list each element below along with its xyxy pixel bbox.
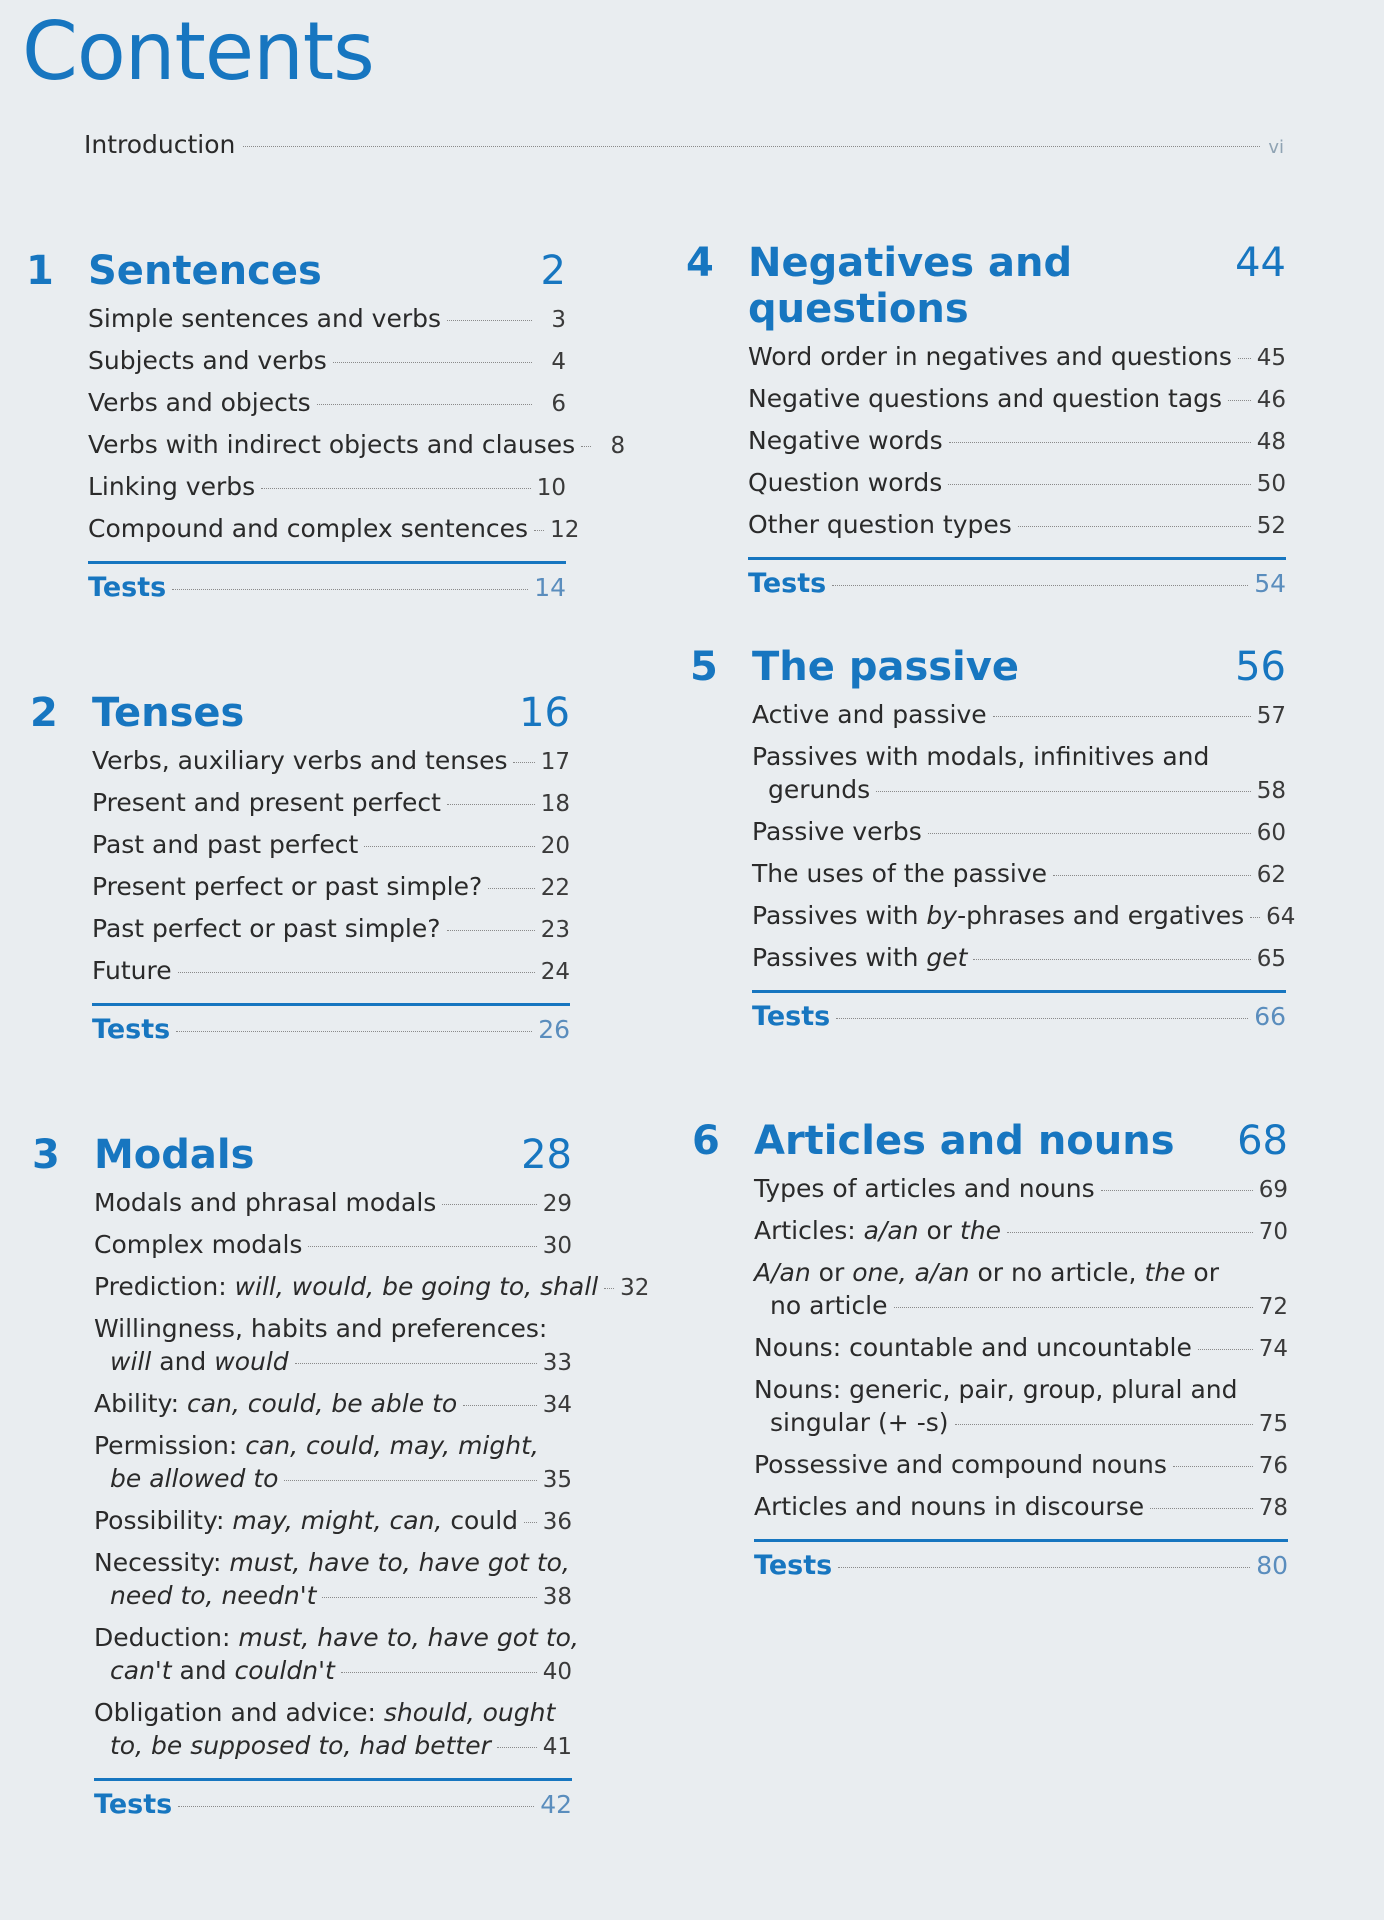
dot-leader	[284, 1480, 536, 1481]
entry-text: Subjects and verbs	[88, 346, 327, 375]
entry-page: 50	[1256, 471, 1286, 497]
tests-page: 26	[538, 1015, 570, 1044]
entry-page: 38	[542, 1584, 572, 1610]
entry-page: 20	[540, 833, 570, 859]
entry-page: 64	[1266, 904, 1296, 930]
entry-line	[92, 954, 570, 989]
tests-label: Tests	[92, 1014, 171, 1045]
section-title: Tenses	[92, 690, 245, 736]
entry-text: Verbs, auxiliary verbs and tenses	[92, 746, 508, 775]
intro-page: vi	[1268, 137, 1284, 158]
section-tenses	[30, 690, 570, 1045]
toc-entry[interactable]	[92, 954, 570, 989]
dot-leader	[1238, 358, 1251, 359]
entry-text: Passives with modals, infinitives and	[752, 742, 1210, 771]
entry-line	[754, 1448, 1288, 1483]
entry-text: Passives with get	[752, 943, 968, 972]
entry-page: 23	[540, 917, 570, 943]
section-number: 2	[30, 690, 58, 736]
dot-leader	[973, 959, 1250, 960]
entry-page: 34	[542, 1392, 572, 1418]
dot-leader	[1053, 875, 1251, 876]
section-modals	[32, 1132, 650, 1820]
entry-line	[754, 1172, 1288, 1207]
entry-text: Verbs with indirect objects and clauses	[88, 430, 576, 459]
entry-page: 78	[1258, 1495, 1288, 1521]
entry-page: 36	[542, 1509, 572, 1535]
entry-line	[754, 1406, 1288, 1441]
page-title: Contents	[22, 5, 374, 98]
section-heading[interactable]	[686, 240, 1286, 332]
entry-text: Past and past perfect	[92, 830, 359, 859]
tests-label: Tests	[754, 1550, 833, 1581]
entry-line	[88, 302, 566, 337]
entry-page: 4	[551, 349, 566, 375]
entry-line	[754, 1289, 1288, 1324]
entry-text: no article	[770, 1291, 888, 1320]
entry-text: Passive verbs	[752, 817, 922, 846]
tests-label: Tests	[752, 1001, 831, 1032]
section-heading[interactable]	[690, 644, 1286, 690]
tests-entry[interactable]	[94, 1778, 572, 1820]
intro-label: Introduction	[84, 130, 236, 159]
entry-page: 32	[620, 1275, 650, 1301]
section-articles-and-nouns	[692, 1118, 1288, 1581]
dot-leader	[333, 362, 532, 363]
toc-entry[interactable]	[748, 508, 1286, 543]
entry-line	[94, 1696, 572, 1729]
section-number: 5	[690, 644, 718, 690]
entry-page: 33	[542, 1350, 572, 1376]
toc-entry[interactable]	[754, 1373, 1288, 1441]
tests-page: 14	[534, 573, 566, 602]
dot-leader	[447, 930, 535, 931]
dot-leader	[993, 716, 1251, 717]
toc-entry[interactable]	[752, 899, 1296, 934]
entry-line	[752, 941, 1286, 976]
entry-page: 24	[540, 959, 570, 985]
entry-text: Present and present perfect	[92, 788, 441, 817]
entry-line	[94, 1504, 572, 1539]
entry-text: Necessity: must, have to, have got to,	[94, 1548, 570, 1577]
entry-text: A/an or one, a/an or no article, the or	[754, 1258, 1219, 1287]
tests-page: 66	[1254, 1002, 1286, 1031]
section-title: Articles and nouns	[754, 1118, 1175, 1164]
toc-entry[interactable]	[752, 740, 1286, 808]
toc-entry[interactable]	[94, 1387, 572, 1422]
entry-line	[94, 1462, 572, 1497]
dot-leader	[1101, 1190, 1253, 1191]
dot-leader	[178, 972, 535, 973]
dot-leader	[1018, 526, 1251, 527]
entry-page: 45	[1256, 345, 1286, 371]
toc-entry[interactable]	[92, 828, 570, 863]
toc-entry[interactable]	[88, 386, 566, 421]
dot-leader	[604, 1288, 614, 1289]
tests-page: 42	[540, 1790, 572, 1819]
toc-entry[interactable]	[754, 1490, 1288, 1525]
dot-leader	[836, 1018, 1248, 1019]
entry-text: Passives with by-phrases and ergatives	[752, 901, 1245, 930]
toc-entry[interactable]	[88, 512, 580, 547]
entry-text: Articles and nouns in discourse	[754, 1492, 1145, 1521]
section-the-passive	[690, 644, 1296, 1032]
entry-page: 12	[550, 517, 580, 543]
entry-line	[92, 786, 570, 821]
entry-line	[754, 1214, 1288, 1249]
dot-leader	[534, 530, 544, 531]
entry-text: singular (+ -s)	[770, 1408, 949, 1437]
entry-page: 48	[1256, 429, 1286, 455]
entry-text: Obligation and advice: should, ought	[94, 1698, 556, 1727]
entry-text: can't and couldn't	[110, 1656, 335, 1685]
section-page: 44	[1235, 240, 1286, 286]
entry-text: Types of articles and nouns	[754, 1174, 1095, 1203]
entry-line	[94, 1270, 650, 1305]
dot-leader	[463, 1405, 537, 1406]
entry-line	[94, 1546, 572, 1579]
entry-text: Possibility: may, might, can, could	[94, 1506, 519, 1535]
section-title: Modals	[94, 1132, 255, 1178]
tests-label: Tests	[94, 1789, 173, 1820]
section-negatives-and-questions	[686, 240, 1286, 599]
entry-page: 62	[1256, 862, 1286, 888]
entry-text: Articles: a/an or the	[754, 1216, 1002, 1245]
section-title: Sentences	[88, 248, 322, 294]
section-page: 2	[540, 248, 566, 294]
entry-line	[748, 424, 1286, 459]
entry-line	[754, 1256, 1288, 1289]
toc-entry[interactable]	[752, 815, 1286, 850]
toc-entry[interactable]	[748, 424, 1286, 459]
entry-text: Ability: can, could, be able to	[94, 1389, 458, 1418]
dot-leader	[1150, 1508, 1253, 1509]
entry-line	[94, 1621, 579, 1654]
dot-leader	[176, 1031, 532, 1032]
entry-text: will and would	[110, 1347, 289, 1376]
section-title: Negatives and questions	[748, 240, 1073, 332]
entry-line	[752, 815, 1286, 850]
toc-entry[interactable]	[94, 1546, 572, 1614]
entry-text: The uses of the passive	[752, 859, 1048, 888]
entry-line	[88, 386, 566, 421]
entry-line	[754, 1331, 1288, 1366]
entry-line	[754, 1490, 1288, 1525]
section-number: 4	[686, 240, 714, 286]
dot-leader	[1173, 1466, 1253, 1467]
entry-line	[94, 1387, 572, 1422]
section-heading[interactable]	[26, 248, 566, 294]
dot-leader	[317, 404, 532, 405]
entry-page: 10	[536, 475, 566, 501]
entry-text: Possessive and compound nouns	[754, 1450, 1167, 1479]
toc-entry[interactable]	[94, 1696, 572, 1764]
dot-leader	[524, 1522, 537, 1523]
entry-text: Future	[92, 956, 172, 985]
toc-entry[interactable]	[94, 1186, 572, 1221]
tests-entry[interactable]	[88, 561, 566, 603]
entry-page: 6	[551, 391, 566, 417]
entry-page: 30	[542, 1233, 572, 1259]
dot-leader	[832, 585, 1248, 586]
entry-line	[94, 1654, 572, 1689]
entry-list	[754, 1172, 1288, 1525]
toc-entry[interactable]	[88, 470, 566, 505]
entry-line	[748, 382, 1286, 417]
section-page: 56	[1235, 644, 1286, 690]
dot-leader	[172, 589, 528, 590]
toc-entry[interactable]	[92, 912, 570, 947]
section-page: 68	[1237, 1118, 1288, 1164]
entry-page: 76	[1258, 1453, 1288, 1479]
tests-entry[interactable]	[752, 990, 1286, 1032]
dot-leader	[364, 846, 534, 847]
entry-list	[88, 302, 626, 547]
section-title: The passive	[752, 644, 1019, 690]
toc-entry[interactable]	[754, 1172, 1288, 1207]
entry-text: Other question types	[748, 510, 1012, 539]
entry-text: Question words	[748, 468, 943, 497]
entry-line	[94, 1579, 572, 1614]
entry-page: 8	[610, 433, 626, 459]
entry-line	[92, 828, 570, 863]
toc-entry[interactable]	[94, 1312, 572, 1380]
tests-entry[interactable]	[754, 1539, 1288, 1581]
toc-entry[interactable]	[752, 941, 1286, 976]
dot-leader	[955, 1424, 1253, 1425]
entry-text: Past perfect or past simple?	[92, 914, 441, 943]
toc-entry[interactable]	[754, 1331, 1288, 1366]
entry-text: be allowed to	[110, 1464, 279, 1493]
entry-page: 58	[1256, 778, 1286, 804]
entry-text: Verbs and objects	[88, 388, 311, 417]
entry-text: to, be supposed to, had better	[110, 1731, 491, 1760]
entry-line	[94, 1345, 572, 1380]
entry-line	[94, 1312, 572, 1345]
entry-page: 65	[1256, 946, 1286, 972]
entry-text: gerunds	[768, 775, 871, 804]
entry-page: 72	[1258, 1294, 1288, 1320]
toc-entry[interactable]	[752, 857, 1286, 892]
entry-page: 57	[1256, 703, 1286, 729]
dot-leader	[948, 484, 1250, 485]
entry-line	[88, 512, 580, 547]
entry-line	[88, 428, 626, 463]
dot-leader	[295, 1363, 537, 1364]
entry-line	[88, 344, 566, 379]
dot-leader	[308, 1246, 536, 1247]
entry-page: 29	[542, 1191, 572, 1217]
toc-entry[interactable]	[88, 344, 566, 379]
entry-line	[92, 744, 570, 779]
toc-entry[interactable]	[748, 382, 1286, 417]
entry-text: Modals and phrasal modals	[94, 1188, 437, 1217]
entry-text: Present perfect or past simple?	[92, 872, 483, 901]
toc-entry[interactable]	[754, 1214, 1288, 1249]
entry-text: Linking verbs	[88, 472, 256, 501]
entry-line	[752, 899, 1296, 934]
entry-line	[752, 698, 1286, 733]
dot-leader	[928, 833, 1251, 834]
entry-page: 35	[542, 1467, 572, 1493]
entry-line	[752, 773, 1286, 808]
tests-page: 80	[1256, 1551, 1288, 1580]
entry-page: 70	[1258, 1219, 1288, 1245]
toc-entry[interactable]	[748, 340, 1286, 375]
toc-entry[interactable]	[88, 428, 626, 463]
dot-leader	[894, 1307, 1253, 1308]
section-number: 3	[32, 1132, 60, 1178]
dot-leader	[442, 1204, 536, 1205]
entry-page: 52	[1256, 513, 1286, 539]
entry-text: Negative questions and question tags	[748, 384, 1223, 413]
entry-page: 41	[542, 1734, 572, 1760]
entry-line	[94, 1729, 572, 1764]
toc-entry[interactable]	[754, 1448, 1288, 1483]
entry-text: Permission: can, could, may, might,	[94, 1431, 539, 1460]
entry-line	[748, 466, 1286, 501]
entry-text: Nouns: countable and uncountable	[754, 1333, 1192, 1362]
entry-page: 40	[542, 1659, 572, 1685]
entry-page: 18	[540, 791, 570, 817]
dot-leader	[447, 804, 535, 805]
dot-leader	[1228, 400, 1251, 401]
section-number: 6	[692, 1118, 720, 1164]
entry-text: Negative words	[748, 426, 943, 455]
dot-leader	[447, 320, 532, 321]
tests-entry[interactable]	[92, 1003, 570, 1045]
dot-leader	[497, 1747, 537, 1748]
toc-entry[interactable]	[748, 466, 1286, 501]
entry-text: Compound and complex sentences	[88, 514, 529, 543]
entry-page: 75	[1258, 1411, 1288, 1437]
entry-text: Deduction: must, have to, have got to,	[94, 1623, 579, 1652]
entry-page: 69	[1258, 1177, 1288, 1203]
entry-line	[94, 1228, 572, 1263]
entry-line	[752, 857, 1286, 892]
dot-leader	[838, 1567, 1250, 1568]
toc-entry[interactable]	[92, 870, 570, 905]
section-sentences	[26, 248, 626, 603]
entry-text: Word order in negatives and questions	[748, 342, 1232, 371]
entry-line	[92, 870, 570, 905]
entry-line	[94, 1186, 572, 1221]
entry-list	[92, 744, 570, 989]
toc-entry[interactable]	[88, 302, 566, 337]
entry-text: Simple sentences and verbs	[88, 304, 442, 333]
toc-entry[interactable]	[754, 1256, 1288, 1324]
entry-line	[748, 340, 1286, 375]
entry-page: 74	[1258, 1336, 1288, 1362]
section-page: 16	[519, 690, 570, 736]
toc-entry[interactable]	[94, 1621, 579, 1689]
entry-text: Complex modals	[94, 1230, 303, 1259]
dot-leader	[341, 1672, 537, 1673]
entry-text: Willingness, habits and preferences:	[94, 1314, 548, 1343]
tests-entry[interactable]	[748, 557, 1286, 599]
dot-leader	[949, 442, 1251, 443]
toc-entry[interactable]	[92, 744, 570, 779]
tests-label: Tests	[748, 568, 827, 599]
entry-line	[748, 508, 1286, 543]
dot-leader	[1198, 1349, 1253, 1350]
dot-leader	[178, 1806, 534, 1807]
entry-page: 46	[1256, 387, 1286, 413]
entry-line	[92, 912, 570, 947]
dot-leader	[513, 762, 534, 763]
section-heading[interactable]	[692, 1118, 1288, 1164]
dot-leader	[1007, 1232, 1253, 1233]
entry-page: 60	[1256, 820, 1286, 846]
section-heading[interactable]	[32, 1132, 572, 1178]
dot-leader	[322, 1597, 536, 1598]
entry-line	[752, 740, 1286, 773]
toc-entry-introduction[interactable]	[84, 130, 1284, 159]
entry-text: need to, needn't	[110, 1581, 317, 1610]
dot-leader	[1250, 917, 1260, 918]
entry-list	[94, 1186, 650, 1764]
entry-text: Prediction: will, would, be going to, shall	[94, 1272, 599, 1301]
entry-page: 3	[551, 307, 566, 333]
section-number: 1	[26, 248, 54, 294]
toc-entry[interactable]	[752, 698, 1286, 733]
entry-text: Active and passive	[752, 700, 987, 729]
tests-label: Tests	[88, 572, 167, 603]
entry-page: 17	[540, 749, 570, 775]
toc-entry[interactable]	[94, 1228, 572, 1263]
entry-text: Nouns: generic, pair, group, plural and	[754, 1375, 1238, 1404]
entry-list	[748, 340, 1286, 543]
toc-entry[interactable]	[94, 1429, 572, 1497]
tests-page: 54	[1254, 569, 1286, 598]
entry-line	[94, 1429, 572, 1462]
toc-entry[interactable]	[92, 786, 570, 821]
toc-entry[interactable]	[94, 1504, 572, 1539]
dot-leader	[261, 488, 531, 489]
entry-page: 22	[540, 875, 570, 901]
toc-entry[interactable]	[94, 1270, 650, 1305]
entry-list	[752, 698, 1296, 976]
section-heading[interactable]	[30, 690, 570, 736]
dot-leader	[876, 791, 1251, 792]
dot-leader	[488, 888, 534, 889]
dot-leader	[243, 146, 1260, 147]
section-page: 28	[521, 1132, 572, 1178]
entry-line	[88, 470, 566, 505]
dot-leader	[581, 446, 591, 447]
entry-line	[754, 1373, 1288, 1406]
